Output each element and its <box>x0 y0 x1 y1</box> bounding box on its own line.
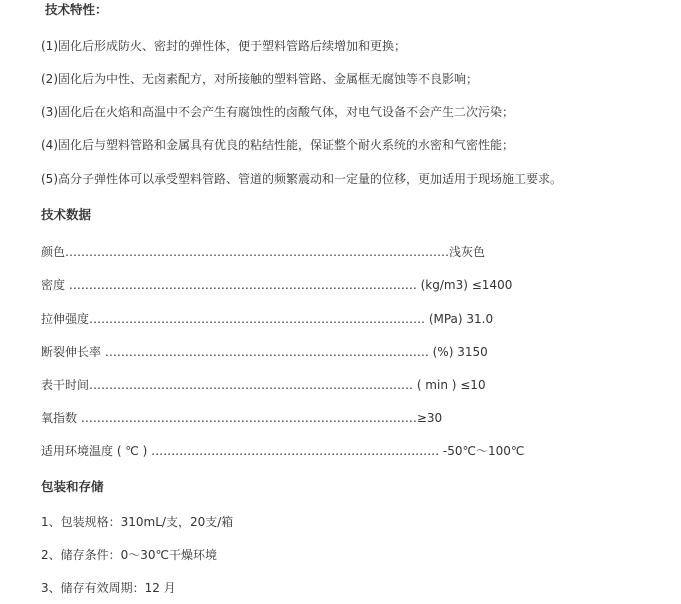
tech-data-heading: 技术数据 <box>41 207 92 222</box>
tech-row-elongation: 断裂伸长率 ……………………………………………………………………… (%) 3150 <box>41 345 488 359</box>
features-heading: 技术特性： <box>45 2 108 17</box>
packaging-item-3: 3、储存有效周期：12 月 <box>41 581 176 595</box>
packaging-item-1: 1、包装规格：310mL/支，20支/箱 <box>41 515 234 529</box>
feature-item-3: (3)固化后在火焰和高温中不会产生有腐蚀性的卤酸气体，对电气设备不会产生二次污染； <box>41 105 515 119</box>
feature-item-2: (2)固化后为中性、无卤素配方，对所接触的塑料管路、金属框无腐蚀等不良影响； <box>41 72 479 86</box>
feature-item-1: (1)固化后形成防火、密封的弹性体，便于塑料管路后续增加和更换； <box>41 39 407 53</box>
tech-row-color: 颜色……………………………………………………………………………………浅灰色 <box>41 245 486 259</box>
tech-row-dry-time: 表干时间……………………………………………………………………… ( min ) ≤10 <box>41 378 486 392</box>
tech-row-tensile: 拉伸强度………………………………………………………………………… (MPa) 31.0 <box>41 312 494 326</box>
tech-row-temperature: 适用环境温度 ( ℃ ) ……………………………………………………………… -50℃～100℃ <box>41 444 525 458</box>
feature-item-5: (5)高分子弹性体可以承受塑料管路、管道的频繁震动和一定量的位移，更加适用于现场施工要求。 <box>41 172 563 186</box>
packaging-heading: 包装和存储 <box>41 479 104 494</box>
packaging-item-2: 2、储存条件：0～30℃干燥环境 <box>41 548 218 562</box>
tech-row-oxygen-index: 氧指数 …………………………………………………………………………≥30 <box>41 411 443 425</box>
tech-row-density: 密度 …………………………………………………………………………… (kg/m3) ≤1400 <box>41 278 513 292</box>
feature-item-4: (4)固化后与塑料管路和金属具有优良的粘结性能，保证整个耐火系统的水密和气密性能； <box>41 138 515 152</box>
